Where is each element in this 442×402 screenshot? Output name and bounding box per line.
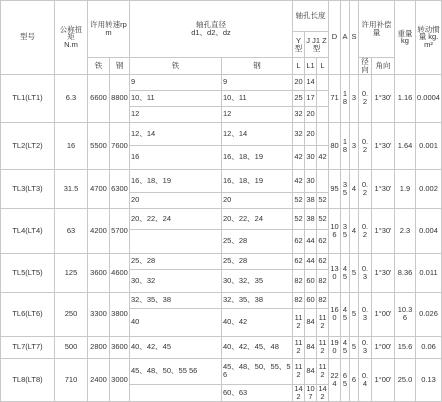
header-weight: 重量 kg <box>395 1 416 75</box>
model-cell: TL4(LT4) <box>1 208 55 253</box>
table-row <box>1 358 442 384</box>
iron-speed-cell: 6600 <box>88 74 110 122</box>
steel-bore-cell: 10、11 <box>222 90 293 106</box>
iron-bore-cell <box>130 384 222 401</box>
inertia-cell: 0.0004 <box>416 74 442 122</box>
header-inertia: 转动惯量 kg.m² <box>416 1 442 75</box>
length-j-l1-cell: 44 <box>305 253 317 269</box>
steel-speed-cell: 6300 <box>110 169 130 208</box>
length-j-l-cell <box>317 122 329 145</box>
length-j-l1-cell: 14 <box>305 74 317 90</box>
weight-cell: 1.64 <box>395 122 416 169</box>
a-cell: 45 <box>341 292 350 336</box>
torque-cell: 63 <box>55 208 88 253</box>
table-row <box>1 253 442 269</box>
inertia-cell: 0.06 <box>416 336 442 358</box>
length-j-l-cell <box>317 106 329 122</box>
length-j-l-cell: 82 <box>317 292 329 308</box>
d-cell: 95 <box>329 169 341 208</box>
length-j-l1-cell: 84 <box>305 358 317 384</box>
iron-speed-cell: 3300 <box>88 292 110 336</box>
length-j-l1-cell: 107 <box>306 383 315 401</box>
radial-cell: 0.3 <box>359 336 372 358</box>
d-cell: 71 <box>329 74 341 122</box>
steel-speed-cell: 3000 <box>110 358 130 401</box>
s-cell: 5 <box>350 292 359 336</box>
table-row <box>1 169 442 192</box>
iron-bore-cell: 40、42、45 <box>130 336 222 358</box>
header-row-1 <box>1 1 442 32</box>
header-l-y: L <box>293 58 305 75</box>
iron-bore-cell: 10、11 <box>130 90 222 106</box>
header-a: A <box>341 1 350 75</box>
steel-bore-cell: 25、28 <box>222 253 293 269</box>
weight-cell: 1.9 <box>395 169 416 208</box>
torque-cell: 16 <box>55 122 88 169</box>
header-l-j: L <box>317 58 329 75</box>
length-j-l1-cell: 30 <box>305 145 317 169</box>
weight-cell: 15.6 <box>395 336 416 358</box>
a-cell: 45 <box>341 253 350 292</box>
header-model: 型号 <box>1 1 55 75</box>
header-radial: 径向 <box>359 58 372 75</box>
header-j-type: J J1 Z型 <box>305 32 329 58</box>
a-cell: 35 <box>341 208 350 253</box>
iron-bore-cell: 32、35、38 <box>130 292 222 308</box>
header-d: D <box>329 1 341 75</box>
iron-bore-cell: 20、22、24 <box>130 208 222 229</box>
table-row <box>1 74 442 90</box>
length-y-cell: 20 <box>293 74 305 90</box>
length-y-cell: 52 <box>293 192 305 208</box>
table-row <box>1 122 442 145</box>
length-y-cell: 32 <box>293 122 305 145</box>
steel-bore-cell: 60、63 <box>222 384 293 401</box>
length-j-l-cell: 112 <box>317 308 329 336</box>
steel-bore-cell: 12 <box>222 106 293 122</box>
radial-cell: 0.2 <box>359 122 372 169</box>
length-j-l-cell: 42 <box>317 145 329 169</box>
inertia-cell: 0.011 <box>416 253 442 292</box>
radial-cell: 0.2 <box>359 74 372 122</box>
s-cell: 5 <box>350 336 359 358</box>
angular-cell: 1°30' <box>372 169 395 208</box>
radial-cell: 0.2 <box>359 208 372 253</box>
length-y-cell: 82 <box>293 292 305 308</box>
table-row <box>1 208 442 229</box>
weight-cell: 8.36 <box>395 253 416 292</box>
iron-bore-cell: 16 <box>130 145 222 169</box>
model-cell: TL6(LT6) <box>1 292 55 336</box>
s-cell: 5 <box>350 253 359 292</box>
length-j-l-cell: 82 <box>317 269 329 292</box>
a-cell: 18 <box>341 122 350 169</box>
d-cell: 106 <box>329 208 341 253</box>
length-j-l1-cell: 38 <box>305 208 317 229</box>
steel-bore-cell: 20 <box>222 192 293 208</box>
steel-bore-cell: 16、18、19 <box>222 145 293 169</box>
length-j-l1-cell: 20 <box>305 106 317 122</box>
iron-speed-cell: 4700 <box>88 169 110 208</box>
iron-speed-cell: 5500 <box>88 122 110 169</box>
header-steel-speed: 钢 <box>110 58 130 75</box>
weight-cell: 2.3 <box>395 208 416 253</box>
weight-cell: 25.0 <box>395 358 416 401</box>
steel-bore-cell: 9 <box>222 74 293 90</box>
d-cell: 160 <box>329 292 341 336</box>
steel-bore-cell: 20、22、24 <box>222 208 293 229</box>
weight-cell: 10.36 <box>395 292 416 336</box>
model-cell: TL2(LT2) <box>1 122 55 169</box>
model-cell: TL8(LT8) <box>1 358 55 401</box>
header-angular: 角向 <box>372 58 395 75</box>
length-j-l1-cell: 44 <box>305 229 317 253</box>
radial-cell: 0.3 <box>359 292 372 336</box>
steel-speed-cell: 3800 <box>110 292 130 336</box>
length-j-l-cell: 142 <box>318 383 327 401</box>
length-j-l-cell: 112 <box>317 358 329 384</box>
iron-bore-cell: 12、14 <box>130 122 222 145</box>
radial-cell: 0.4 <box>359 358 372 401</box>
a-cell: 35 <box>341 169 350 208</box>
length-y-cell: 62 <box>293 253 305 269</box>
length-j-l-cell: 62 <box>317 253 329 269</box>
a-cell: 45 <box>341 336 350 358</box>
iron-bore-cell: 12 <box>130 106 222 122</box>
header-steel-bore: 钢 <box>222 58 293 75</box>
angular-cell: 1°00' <box>372 292 395 336</box>
header-length: 轴孔长度 <box>293 1 329 32</box>
length-j-l1-cell: 60 <box>305 292 317 308</box>
steel-bore-cell: 40、42、45、48 <box>222 336 293 358</box>
steel-bore-cell: 16、18、19 <box>222 169 293 192</box>
length-j-l1-cell: 84 <box>305 308 317 336</box>
steel-speed-cell: 5700 <box>110 208 130 253</box>
iron-bore-cell: 40 <box>130 308 222 336</box>
header-s: S <box>350 1 359 75</box>
length-j-l-cell <box>317 90 329 106</box>
length-j-l1-cell: 17 <box>305 90 317 106</box>
header-bore: 轴孔直径 d1、d2、dz <box>130 1 293 58</box>
iron-bore-cell <box>130 229 222 253</box>
iron-bore-cell: 30、32 <box>130 269 222 292</box>
length-j-l-cell: 112 <box>317 336 329 358</box>
d-cell: 130 <box>329 253 341 292</box>
table-row <box>1 336 442 358</box>
angular-cell: 1°30' <box>372 122 395 169</box>
header-torque: 公称扭 矩 N.m <box>55 1 88 75</box>
inertia-cell: 0.002 <box>416 169 442 208</box>
s-cell: 4 <box>350 169 359 208</box>
torque-cell: 125 <box>55 253 88 292</box>
steel-speed-cell: 8800 <box>110 74 130 122</box>
steel-bore-cell: 30、32、35 <box>222 269 293 292</box>
inertia-cell: 0.13 <box>416 358 442 401</box>
steel-bore-cell: 25、28 <box>222 229 293 253</box>
torque-cell: 250 <box>55 292 88 336</box>
length-y-cell: 82 <box>293 269 305 292</box>
length-y-cell: 42 <box>293 169 305 192</box>
header-iron-bore: 铁 <box>130 58 222 75</box>
iron-bore-cell: 25、28 <box>130 253 222 269</box>
model-cell: TL3(LT3) <box>1 169 55 208</box>
d-cell: 190 <box>329 336 341 358</box>
header-l1-j: L1 <box>305 58 317 75</box>
header-iron-speed: 铁 <box>88 58 110 75</box>
steel-speed-cell: 3600 <box>110 336 130 358</box>
length-y-cell: 32 <box>293 106 305 122</box>
length-y-cell: 112 <box>293 336 305 358</box>
steel-speed-cell: 4600 <box>110 253 130 292</box>
s-cell: 6 <box>350 358 359 401</box>
model-cell: TL1(LT1) <box>1 74 55 122</box>
d-cell: 224 <box>329 358 341 401</box>
iron-bore-cell: 16、18、19 <box>130 169 222 192</box>
radial-cell: 0.3 <box>359 253 372 292</box>
a-cell: 65 <box>341 358 350 401</box>
weight-cell: 1.16 <box>395 74 416 122</box>
model-cell: TL7(LT7) <box>1 336 55 358</box>
length-j-l-cell <box>317 169 329 192</box>
radial-cell: 0.2 <box>359 169 372 208</box>
length-j-l1-cell: 84 <box>305 336 317 358</box>
steel-bore-cell: 32、35、38 <box>222 292 293 308</box>
torque-cell: 710 <box>55 358 88 401</box>
angular-cell: 1°30' <box>372 253 395 292</box>
length-y-cell: 25 <box>293 90 305 106</box>
s-cell: 4 <box>350 208 359 253</box>
length-y-cell: 42 <box>293 145 305 169</box>
angular-cell: 1°30' <box>372 208 395 253</box>
a-cell: 18 <box>341 74 350 122</box>
inertia-cell: 0.001 <box>416 122 442 169</box>
length-y-cell: 112 <box>293 308 305 336</box>
iron-bore-cell: 9 <box>130 74 222 90</box>
iron-speed-cell: 3600 <box>88 253 110 292</box>
length-j-l1-cell: 20 <box>305 122 317 145</box>
torque-cell: 500 <box>55 336 88 358</box>
header-y-type: Y型 <box>293 32 305 58</box>
inertia-cell: 0.004 <box>416 208 442 253</box>
length-y-cell: 112 <box>293 358 305 384</box>
length-j-l-cell: 62 <box>317 229 329 253</box>
length-j-l1-cell: 30 <box>305 169 317 192</box>
length-j-l-cell: 52 <box>317 208 329 229</box>
iron-bore-cell: 45、48、50、55 56 <box>130 358 222 384</box>
angular-cell: 1°00' <box>372 358 395 401</box>
length-j-l-cell: 52 <box>317 192 329 208</box>
steel-bore-cell: 12、14 <box>222 122 293 145</box>
length-y-cell: 62 <box>293 229 305 253</box>
length-j-l1-cell: 38 <box>305 192 317 208</box>
steel-bore-cell: 40、42 <box>222 308 293 336</box>
model-cell: TL5(LT5) <box>1 253 55 292</box>
header-compensation: 许用补偿量 <box>359 1 395 58</box>
iron-bore-cell: 20 <box>130 192 222 208</box>
iron-speed-cell: 2400 <box>88 358 110 401</box>
s-cell: 3 <box>350 74 359 122</box>
torque-cell: 31.5 <box>55 169 88 208</box>
torque-cell: 6.3 <box>55 74 88 122</box>
table-row <box>1 292 442 308</box>
length-j-l1-cell: 60 <box>305 269 317 292</box>
inertia-cell: 0.026 <box>416 292 442 336</box>
angular-cell: 1°30' <box>372 74 395 122</box>
length-y-cell: 142 <box>294 383 303 401</box>
length-j-l-cell <box>317 74 329 90</box>
iron-speed-cell: 4200 <box>88 208 110 253</box>
length-y-cell: 52 <box>293 208 305 229</box>
iron-speed-cell: 2800 <box>88 336 110 358</box>
header-speed: 许用转速rp m <box>88 1 130 58</box>
angular-cell: 1°00' <box>372 336 395 358</box>
s-cell: 3 <box>350 122 359 169</box>
steel-speed-cell: 7600 <box>110 122 130 169</box>
steel-bore-cell: 45、48、50、55、56 <box>222 358 293 384</box>
d-cell: 80 <box>329 122 341 169</box>
